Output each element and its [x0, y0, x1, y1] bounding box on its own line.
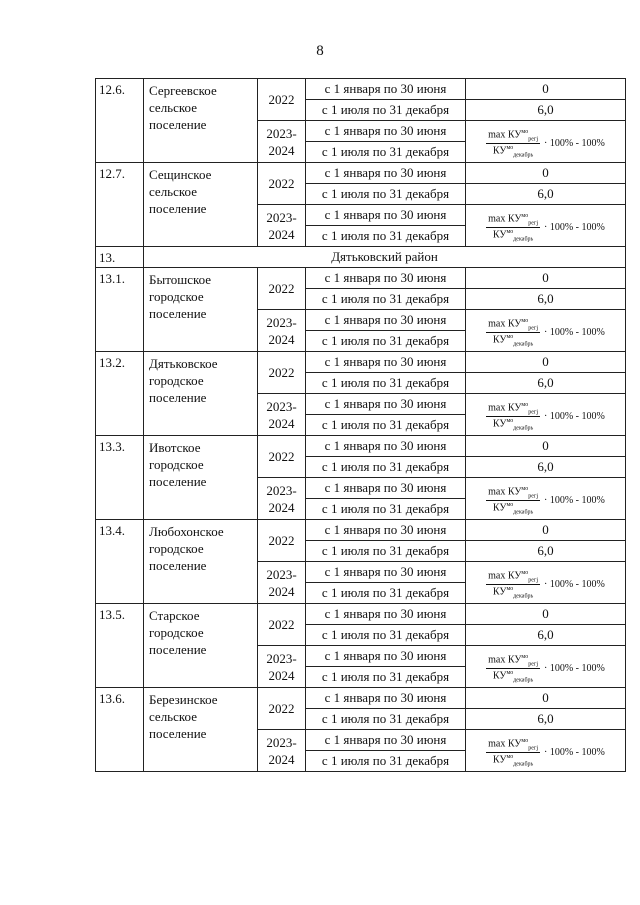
period-cell: с 1 июля по 31 декабря — [306, 415, 466, 436]
value-cell: 6,0 — [466, 100, 626, 121]
value-cell: 6,0 — [466, 541, 626, 562]
formula-denominator — [493, 228, 533, 242]
formula-numerator — [486, 654, 540, 669]
formula-sup: мо — [521, 485, 529, 492]
district-name: Дятьковский район — [144, 247, 626, 268]
table-row — [96, 163, 626, 184]
period-cell: с 1 июля по 31 декабря — [306, 100, 466, 121]
formula-sub: pегj — [528, 744, 539, 751]
table-row — [96, 604, 626, 625]
formula-tail: · 100% - 100% — [544, 137, 605, 149]
formula-max: max — [488, 401, 506, 413]
formula-max: max — [488, 653, 506, 665]
settlement-name: Ивотское городское поселение — [144, 436, 258, 520]
year-cell: 2023-2024 — [258, 394, 306, 436]
period-cell: с 1 января по 30 июня — [306, 646, 466, 667]
formula-tail: · 100% - 100% — [544, 410, 605, 422]
period-cell: с 1 июля по 31 декабря — [306, 499, 466, 520]
tariff-table — [95, 78, 626, 772]
period-cell: с 1 июля по 31 декабря — [306, 184, 466, 205]
period-cell: с 1 июля по 31 декабря — [306, 751, 466, 772]
formula-wrap — [486, 738, 605, 768]
period-cell: с 1 июля по 31 декабря — [306, 373, 466, 394]
ratio-formula — [466, 205, 626, 247]
formula-wrap — [486, 318, 605, 348]
formula-numerator — [486, 318, 540, 333]
formula-ku: КУ — [492, 586, 507, 598]
year-cell: 2022 — [258, 79, 306, 121]
year-cell: 2022 — [258, 520, 306, 562]
formula-sub: декабрь — [513, 425, 534, 432]
period-cell: с 1 января по 30 июня — [306, 562, 466, 583]
formula-wrap — [486, 654, 605, 684]
formula-sub: pегj — [528, 324, 539, 331]
formula-sub: декабрь — [513, 509, 534, 516]
value-cell: 6,0 — [466, 709, 626, 730]
period-cell: с 1 июля по 31 декабря — [306, 667, 466, 688]
value-cell: 0 — [466, 604, 626, 625]
period-cell: с 1 января по 30 июня — [306, 268, 466, 289]
value-cell: 6,0 — [466, 457, 626, 478]
formula-denominator — [493, 585, 533, 599]
row-number: 13.3. — [96, 436, 144, 520]
formula-fraction — [486, 402, 540, 432]
formula-numerator — [486, 402, 540, 417]
formula-ku: КУ — [492, 670, 507, 682]
year-cell: 2023-2024 — [258, 730, 306, 772]
row-number: 13.1. — [96, 268, 144, 352]
year-cell: 2022 — [258, 688, 306, 730]
row-number: 13. — [96, 247, 144, 268]
formula-ku: КУ — [507, 653, 522, 665]
formula-max: max — [488, 485, 506, 497]
formula-sup: мо — [506, 417, 514, 424]
formula-ku: КУ — [507, 485, 522, 497]
settlement-name: Любохонское городское поселение — [144, 520, 258, 604]
year-cell: 2023-2024 — [258, 121, 306, 163]
formula-numerator — [486, 129, 540, 144]
formula-sup: мо — [506, 585, 514, 592]
settlement-name: Березинское сельское поселение — [144, 688, 258, 772]
formula-sup: мо — [521, 737, 529, 744]
table-row — [96, 436, 626, 457]
formula-denominator — [493, 144, 533, 158]
formula-max: max — [488, 212, 506, 224]
value-cell: 6,0 — [466, 625, 626, 646]
period-cell: с 1 января по 30 июня — [306, 79, 466, 100]
formula-sup: мо — [506, 669, 514, 676]
formula-sup: мо — [521, 212, 529, 219]
formula-ku: КУ — [492, 418, 507, 430]
formula-sup: мо — [521, 653, 529, 660]
formula-ku: КУ — [507, 401, 522, 413]
value-cell: 0 — [466, 163, 626, 184]
formula-sub: декабрь — [513, 341, 534, 348]
table-body — [96, 79, 626, 772]
formula-fraction — [486, 213, 540, 243]
value-cell: 6,0 — [466, 373, 626, 394]
period-cell: с 1 января по 30 июня — [306, 604, 466, 625]
formula-sub: декабрь — [513, 236, 534, 243]
formula-ku: КУ — [507, 128, 522, 140]
formula-fraction — [486, 654, 540, 684]
formula-ku: КУ — [492, 145, 507, 157]
table-row — [96, 268, 626, 289]
formula-tail: · 100% - 100% — [544, 221, 605, 233]
formula-wrap — [486, 486, 605, 516]
period-cell: с 1 июля по 31 декабря — [306, 331, 466, 352]
formula-ku: КУ — [492, 754, 507, 766]
formula-tail: · 100% - 100% — [544, 662, 605, 674]
period-cell: с 1 января по 30 июня — [306, 121, 466, 142]
formula-max: max — [488, 737, 506, 749]
period-cell: с 1 июля по 31 декабря — [306, 226, 466, 247]
value-cell: 0 — [466, 436, 626, 457]
period-cell: с 1 июля по 31 декабря — [306, 625, 466, 646]
period-cell: с 1 января по 30 июня — [306, 352, 466, 373]
formula-fraction — [486, 486, 540, 516]
ratio-formula — [466, 646, 626, 688]
table-row — [96, 352, 626, 373]
value-cell: 0 — [466, 79, 626, 100]
ratio-formula — [466, 730, 626, 772]
row-number: 13.6. — [96, 688, 144, 772]
formula-sup: мо — [521, 317, 529, 324]
period-cell: с 1 января по 30 июня — [306, 394, 466, 415]
period-cell: с 1 января по 30 июня — [306, 163, 466, 184]
ratio-formula — [466, 562, 626, 604]
year-cell: 2023-2024 — [258, 562, 306, 604]
value-cell: 0 — [466, 688, 626, 709]
formula-max: max — [488, 569, 506, 581]
ratio-formula — [466, 394, 626, 436]
formula-sub: pегj — [528, 576, 539, 583]
period-cell: с 1 января по 30 июня — [306, 436, 466, 457]
formula-fraction — [486, 738, 540, 768]
value-cell: 6,0 — [466, 289, 626, 310]
formula-numerator — [486, 570, 540, 585]
formula-sup: мо — [521, 128, 529, 135]
formula-numerator — [486, 738, 540, 753]
year-cell: 2023-2024 — [258, 478, 306, 520]
settlement-name: Сещинское сельское поселение — [144, 163, 258, 247]
formula-numerator — [486, 486, 540, 501]
row-number: 13.5. — [96, 604, 144, 688]
formula-sup: мо — [521, 401, 529, 408]
year-cell: 2022 — [258, 436, 306, 478]
formula-wrap — [486, 213, 605, 243]
value-cell: 0 — [466, 268, 626, 289]
settlement-name: Сергеевское сельское поселение — [144, 79, 258, 163]
year-cell: 2023-2024 — [258, 310, 306, 352]
table-row — [96, 520, 626, 541]
settlement-name: Старское городское поселение — [144, 604, 258, 688]
period-cell: с 1 января по 30 июня — [306, 730, 466, 751]
formula-fraction — [486, 318, 540, 348]
row-number: 13.4. — [96, 520, 144, 604]
formula-sub: декабрь — [513, 677, 534, 684]
formula-denominator — [493, 753, 533, 767]
formula-sub: pегj — [528, 219, 539, 226]
year-cell: 2022 — [258, 604, 306, 646]
formula-ku: КУ — [507, 569, 522, 581]
formula-tail: · 100% - 100% — [544, 494, 605, 506]
formula-denominator — [493, 669, 533, 683]
row-number: 12.6. — [96, 79, 144, 163]
period-cell: с 1 июля по 31 декабря — [306, 289, 466, 310]
formula-ku: КУ — [507, 212, 522, 224]
row-number: 13.2. — [96, 352, 144, 436]
formula-ku: КУ — [492, 229, 507, 241]
formula-numerator — [486, 213, 540, 228]
period-cell: с 1 июля по 31 декабря — [306, 709, 466, 730]
formula-sup: мо — [506, 144, 514, 151]
formula-ku: КУ — [492, 502, 507, 514]
formula-sup: мо — [506, 333, 514, 340]
year-cell: 2023-2024 — [258, 646, 306, 688]
period-cell: с 1 июля по 31 декабря — [306, 541, 466, 562]
formula-max: max — [488, 317, 506, 329]
year-cell: 2023-2024 — [258, 205, 306, 247]
formula-wrap — [486, 570, 605, 600]
formula-sub: pегj — [528, 135, 539, 142]
table-row — [96, 79, 626, 100]
year-cell: 2022 — [258, 268, 306, 310]
period-cell: с 1 июля по 31 декабря — [306, 142, 466, 163]
period-cell: с 1 июля по 31 декабря — [306, 583, 466, 604]
formula-max: max — [488, 128, 506, 140]
year-cell: 2022 — [258, 163, 306, 205]
formula-sup: мо — [506, 228, 514, 235]
formula-sub: декабрь — [513, 761, 534, 768]
formula-ku: КУ — [492, 334, 507, 346]
formula-sup: мо — [521, 569, 529, 576]
ratio-formula — [466, 478, 626, 520]
formula-denominator — [493, 501, 533, 515]
formula-tail: · 100% - 100% — [544, 326, 605, 338]
formula-ku: КУ — [507, 737, 522, 749]
period-cell: с 1 января по 30 июня — [306, 520, 466, 541]
formula-tail: · 100% - 100% — [544, 746, 605, 758]
value-cell: 6,0 — [466, 184, 626, 205]
formula-tail: · 100% - 100% — [544, 578, 605, 590]
period-cell: с 1 января по 30 июня — [306, 310, 466, 331]
period-cell: с 1 января по 30 июня — [306, 205, 466, 226]
period-cell: с 1 июля по 31 декабря — [306, 457, 466, 478]
formula-sub: pегj — [528, 492, 539, 499]
table-row — [96, 688, 626, 709]
formula-sub: декабрь — [513, 152, 534, 159]
settlement-name: Дятьковское городское поселение — [144, 352, 258, 436]
page-number: 8 — [316, 43, 324, 59]
formula-wrap — [486, 402, 605, 432]
formula-fraction — [486, 570, 540, 600]
formula-fraction — [486, 129, 540, 159]
row-number: 12.7. — [96, 163, 144, 247]
formula-sup: мо — [506, 753, 514, 760]
formula-sub: декабрь — [513, 593, 534, 600]
formula-denominator — [493, 417, 533, 431]
value-cell: 0 — [466, 520, 626, 541]
ratio-formula — [466, 310, 626, 352]
district-row — [96, 247, 626, 268]
ratio-formula — [466, 121, 626, 163]
formula-ku: КУ — [507, 317, 522, 329]
value-cell: 0 — [466, 352, 626, 373]
formula-denominator — [493, 333, 533, 347]
period-cell: с 1 января по 30 июня — [306, 688, 466, 709]
period-cell: с 1 января по 30 июня — [306, 478, 466, 499]
formula-sup: мо — [506, 501, 514, 508]
year-cell: 2022 — [258, 352, 306, 394]
formula-wrap — [486, 129, 605, 159]
settlement-name: Бытошское городское поселение — [144, 268, 258, 352]
formula-sub: pегj — [528, 408, 539, 415]
formula-sub: pегj — [528, 660, 539, 667]
